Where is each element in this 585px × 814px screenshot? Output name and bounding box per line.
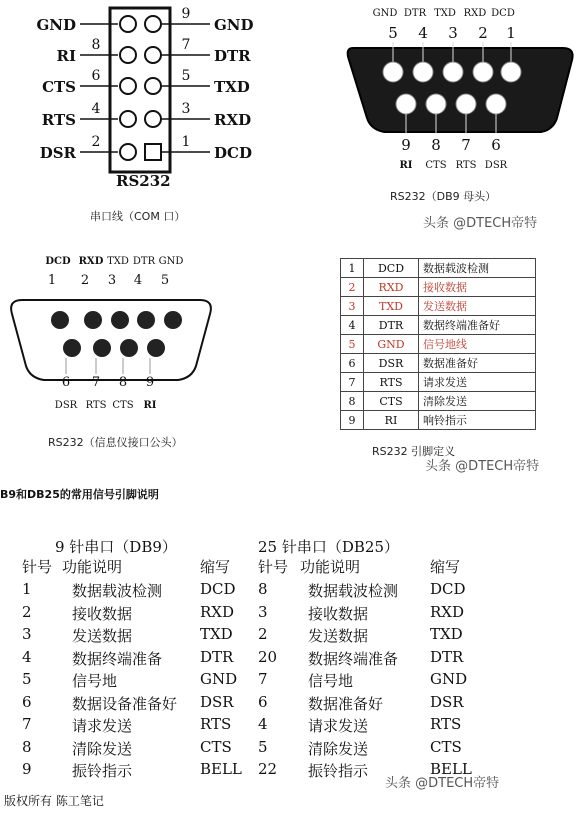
pin-table-signal: RTS	[364, 373, 419, 392]
pin-table-num: 1	[341, 259, 364, 278]
female-bottom-signal: CTS	[425, 160, 447, 171]
female-bottom-signal: RTS	[455, 160, 477, 171]
col-pin-25: 针号	[258, 558, 289, 576]
header-left-num: 6	[91, 68, 101, 84]
male-top-num: 4	[133, 273, 143, 288]
pin-table-row	[341, 335, 536, 354]
pin-table-num: 2	[341, 278, 364, 297]
header-pin-left	[120, 144, 136, 160]
header-right-signal: TXD	[214, 78, 250, 96]
female-bottom-num: 9	[401, 136, 411, 154]
col-pin-25: 3	[258, 602, 268, 621]
header-left-num: 4	[91, 101, 101, 117]
col-abbr: RTS	[200, 715, 232, 733]
col-abbr-25: CTS	[430, 737, 462, 756]
col-abbr-25: TXD	[430, 625, 463, 643]
col-pin: 8	[22, 737, 32, 756]
pin-table-caption: RS232 引脚定义	[372, 445, 456, 458]
db9-female-svg	[335, 0, 585, 180]
header-left-signal: CTS	[42, 78, 76, 96]
male-bottom-signal: CTS	[112, 400, 134, 411]
col-function-25: 数据终端准备	[308, 649, 399, 668]
female-top-num: 5	[388, 24, 398, 42]
pin-table-num: 6	[341, 354, 364, 373]
compare-row	[0, 625, 585, 647]
pin-table-num: 4	[341, 316, 364, 335]
col-function-25: 清除发送	[308, 739, 369, 758]
female-bottom-pin	[426, 94, 446, 114]
male-top-num: 2	[80, 273, 90, 288]
col-abbr: CTS	[200, 737, 232, 756]
male-top-num: 5	[160, 273, 170, 288]
compare-row	[0, 738, 585, 760]
male-top-signal: DTR	[132, 256, 156, 267]
header-right-num: 9	[181, 6, 191, 22]
pin-table-num: 3	[341, 297, 364, 316]
female-top-pin	[501, 62, 521, 82]
watermark-middle: 头条 @DTECH帝特	[425, 459, 540, 474]
header-right-num: 3	[181, 101, 191, 117]
male-top-signal: TXD	[107, 256, 129, 267]
female-top-pin	[383, 62, 403, 82]
col-pin: 针号	[22, 558, 53, 576]
female-top-signal: RXD	[463, 8, 487, 19]
male-top-pin	[164, 311, 182, 329]
male-bottom-pin	[63, 339, 81, 357]
col-pin-25: 5	[258, 737, 268, 756]
col-pin: 4	[22, 647, 32, 666]
pin-table-row	[341, 373, 536, 392]
compare-row	[0, 603, 585, 625]
col-abbr: GND	[200, 670, 238, 688]
female-bottom-num: 7	[461, 136, 471, 154]
pin-table-row	[341, 316, 536, 335]
pin-table-desc: 响铃指示	[419, 411, 536, 430]
col-abbr: 缩写	[200, 558, 231, 576]
header-left-signal: GND	[36, 16, 76, 34]
section-title: B9和DB25的常用信号引脚说明	[0, 488, 159, 501]
header-right-signal: RXD	[214, 111, 252, 129]
db9-title: 9 针串口（DB9）	[55, 538, 177, 556]
pin-table-desc: 信号地线	[419, 335, 536, 354]
female-top-pin	[413, 62, 433, 82]
female-top-pin	[473, 62, 493, 82]
male-bottom-num: 7	[91, 375, 101, 390]
pin-table-num: 9	[341, 411, 364, 430]
header-right-num: 1	[181, 134, 191, 150]
pin-table-row	[341, 392, 536, 411]
col-pin-25: 2	[258, 625, 268, 643]
col-abbr-25: GND	[430, 670, 468, 688]
female-top-num: 4	[418, 24, 428, 42]
col-function-25: 发送数据	[308, 627, 369, 645]
header-left-num: 8	[91, 37, 101, 53]
male-top-num: 1	[47, 273, 57, 288]
compare-row	[0, 580, 585, 602]
female-bottom-signal: RI	[399, 160, 413, 171]
compare-row	[0, 648, 585, 670]
header-right-num: 7	[181, 37, 191, 53]
female-top-num: 1	[506, 24, 516, 42]
col-abbr-25: BELL	[430, 760, 472, 778]
pin-table-desc: 数据准备好	[419, 354, 536, 373]
header-pin-left	[120, 111, 136, 127]
male-top-signal: RXD	[78, 256, 104, 267]
pin-table-num: 5	[341, 335, 364, 354]
pin-table-num: 8	[341, 392, 364, 411]
com-header-label: RS232	[116, 172, 171, 190]
pin-table-desc: 发送数据	[419, 297, 536, 316]
header-pin-right	[145, 111, 161, 127]
pin-table-desc: 数据载波检测	[419, 259, 536, 278]
col-function: 数据终端准备	[72, 649, 163, 668]
com-header-caption: 串口线（COM 口）	[90, 210, 186, 223]
db25-title: 25 针串口（DB25）	[258, 538, 399, 556]
male-shell	[11, 300, 211, 380]
male-bottom-pin	[93, 339, 111, 357]
db9-male-caption: RS232（信息仪接口公头）	[48, 436, 183, 449]
header-right-num: 5	[181, 68, 191, 84]
col-function: 振铃指示	[72, 762, 133, 780]
header-pin-left	[120, 47, 136, 63]
pin-table-desc: 数据终端准备好	[419, 316, 536, 335]
col-function: 接收数据	[72, 604, 133, 623]
col-abbr: TXD	[200, 625, 233, 643]
pin-table-desc: 清除发送	[419, 392, 536, 411]
pin-table-signal: RXD	[364, 278, 419, 297]
col-abbr-25: 缩写	[430, 558, 461, 576]
pin-table-signal: CTS	[364, 392, 419, 411]
compare-header-row	[0, 556, 585, 578]
col-abbr: DCD	[200, 580, 236, 598]
header-right-signal: GND	[214, 16, 254, 34]
header-pin-square	[145, 144, 161, 160]
col-pin: 3	[22, 625, 32, 643]
col-pin: 6	[22, 692, 32, 711]
col-function-25: 数据载波检测	[308, 582, 399, 600]
header-pin-left	[120, 16, 136, 32]
male-bottom-signal: RI	[143, 400, 157, 411]
female-top-signal: GND	[372, 8, 398, 19]
male-top-pin	[137, 311, 155, 329]
compare-row	[0, 693, 585, 715]
col-function-25: 信号地	[308, 672, 354, 690]
female-shell	[348, 48, 573, 132]
male-top-pin	[111, 311, 129, 329]
col-pin-25: 20	[258, 647, 278, 666]
db9-female-caption: RS232（DB9 母头）	[390, 190, 497, 203]
header-left-signal: RI	[56, 47, 76, 65]
pin-table-row	[341, 297, 536, 316]
col-function: 数据设备准备好	[72, 694, 178, 713]
male-bottom-pin	[120, 339, 138, 357]
col-pin-25: 22	[258, 760, 278, 778]
pin-table-signal: DSR	[364, 354, 419, 373]
male-top-signal: DCD	[45, 256, 71, 267]
col-pin: 5	[22, 670, 32, 688]
pin-definition-table	[340, 258, 536, 430]
col-pin: 9	[22, 760, 32, 778]
col-abbr-25: RXD	[430, 602, 464, 621]
female-top-signal: DCD	[491, 8, 515, 19]
watermark-bottom: 头条 @DTECH帝特	[385, 776, 500, 791]
male-bottom-signal: RTS	[85, 400, 107, 411]
compare-row	[0, 670, 585, 692]
col-function: 功能说明	[62, 558, 123, 576]
col-pin-25: 4	[258, 715, 268, 733]
male-top-pin	[84, 311, 102, 329]
col-pin-25: 6	[258, 692, 268, 711]
header-left-signal: RTS	[41, 111, 76, 129]
col-function-25: 数据准备好	[308, 694, 384, 713]
pin-table-row	[341, 259, 536, 278]
col-abbr: DSR	[200, 692, 234, 711]
pin-table-signal: RI	[364, 411, 419, 430]
female-bottom-pin	[486, 94, 506, 114]
header-pin-right	[145, 16, 161, 32]
male-bottom-num: 9	[145, 375, 155, 390]
male-top-num: 3	[107, 273, 117, 288]
col-abbr: BELL	[200, 760, 242, 778]
watermark-top: 头条 @DTECH帝特	[423, 216, 538, 231]
col-pin-25: 8	[258, 580, 268, 598]
pin-table-signal: GND	[364, 335, 419, 354]
pin-table-signal: TXD	[364, 297, 419, 316]
female-top-num: 2	[478, 24, 488, 42]
col-function-25: 请求发送	[308, 717, 369, 735]
col-pin: 7	[22, 715, 32, 733]
pin-table-desc: 请求发送	[419, 373, 536, 392]
header-left-signal: DSR	[39, 144, 76, 162]
female-top-pin	[443, 62, 463, 82]
col-abbr: DTR	[200, 647, 234, 666]
db9-male-svg	[0, 248, 230, 428]
footer-text: 版权所有 陈工笔记	[4, 794, 104, 808]
pin-table-row	[341, 278, 536, 297]
col-function: 清除发送	[72, 739, 133, 758]
col-pin: 1	[22, 580, 32, 598]
header-left-num: 2	[91, 134, 101, 150]
col-function-25: 接收数据	[308, 604, 369, 623]
female-bottom-num: 8	[431, 136, 441, 154]
com-header-diagram	[0, 0, 290, 235]
col-abbr-25: DTR	[430, 647, 464, 666]
compare-row	[0, 715, 585, 737]
male-bottom-num: 8	[118, 375, 128, 390]
female-bottom-pin	[396, 94, 416, 114]
compare-table	[0, 530, 585, 790]
male-bottom-num: 6	[61, 375, 71, 390]
col-pin-25: 7	[258, 670, 268, 688]
db9-male-diagram	[0, 248, 230, 453]
pin-table-num: 7	[341, 373, 364, 392]
com-header-svg	[0, 0, 290, 235]
col-function: 数据载波检测	[72, 582, 163, 600]
col-abbr-25: RTS	[430, 715, 462, 733]
header-pin-right	[145, 47, 161, 63]
female-bottom-signal: DSR	[484, 160, 508, 171]
col-abbr: RXD	[200, 602, 234, 621]
male-bottom-pin	[147, 339, 165, 357]
pin-table-row	[341, 411, 536, 430]
male-top-pin	[51, 311, 69, 329]
male-bottom-signal: DSR	[54, 400, 78, 411]
female-bottom-num: 6	[491, 136, 501, 154]
col-function: 请求发送	[72, 717, 133, 735]
female-top-signal: TXD	[434, 8, 456, 19]
pin-table-row	[341, 354, 536, 373]
db9-female-diagram	[335, 0, 585, 235]
header-right-signal: DCD	[214, 144, 252, 162]
pin-table-signal: DCD	[364, 259, 419, 278]
female-bottom-pin	[456, 94, 476, 114]
col-abbr-25: DSR	[430, 692, 464, 711]
pin-table-signal: DTR	[364, 316, 419, 335]
col-pin: 2	[22, 602, 32, 621]
header-pin-right	[145, 78, 161, 94]
female-top-signal: DTR	[403, 8, 427, 19]
col-function: 发送数据	[72, 627, 133, 645]
male-top-signal: GND	[158, 256, 184, 267]
col-function-25: 振铃指示	[308, 762, 369, 780]
col-function: 信号地	[72, 672, 118, 690]
header-right-signal: DTR	[214, 47, 251, 65]
header-pin-left	[120, 78, 136, 94]
col-abbr-25: DCD	[430, 580, 466, 598]
female-top-num: 3	[448, 24, 458, 42]
col-function-25: 功能说明	[300, 558, 361, 576]
pin-table-desc: 接收数据	[419, 278, 536, 297]
